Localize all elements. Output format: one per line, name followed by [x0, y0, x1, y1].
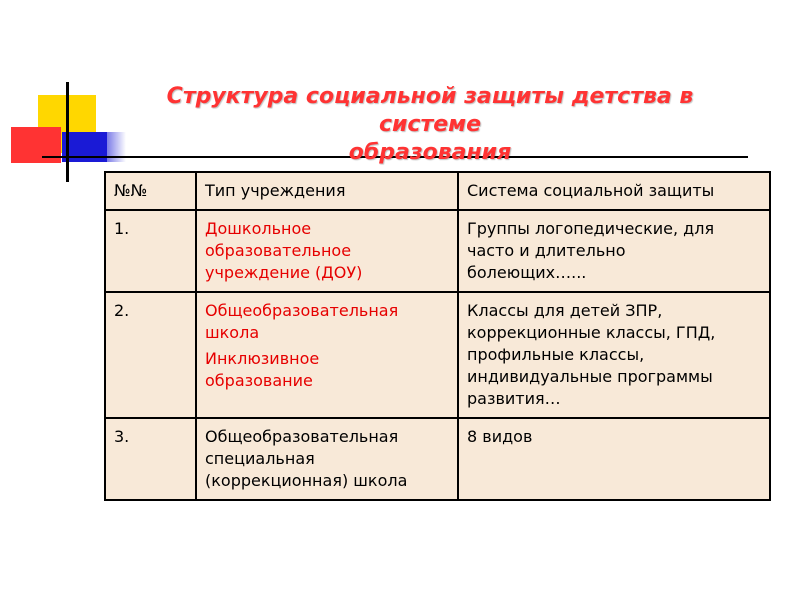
cell-text-line: развития… — [467, 389, 561, 408]
table-row — [105, 418, 770, 500]
cell-text-line: Классы для детей ЗПР, — [467, 301, 663, 320]
cell-text-line: Инклюзивное — [205, 349, 320, 368]
cell-text-line: индивидуальные программы — [467, 367, 713, 386]
cell-text-line: школа — [205, 323, 260, 342]
institution-type-cell — [196, 292, 458, 418]
table-row — [105, 210, 770, 292]
cell-text-line: Общеобразовательная — [205, 427, 399, 446]
table-header-row — [105, 172, 770, 210]
protection-system-cell — [458, 210, 770, 292]
cell-text-line: коррекционные классы, ГПД, — [467, 323, 716, 342]
institution-type-cell — [196, 418, 458, 500]
header-institution-type: Тип учреждения — [196, 172, 458, 210]
cell-text-line: часто и длительно — [467, 241, 626, 260]
cell-text-line: образовательное — [205, 241, 352, 260]
cell-text-line: образование — [205, 371, 313, 390]
protection-system-cell — [458, 418, 770, 500]
row-number: 3. — [105, 418, 196, 500]
cell-text-line: Общеобразовательная — [205, 301, 399, 320]
protection-system-cell — [458, 292, 770, 418]
row-number: 1. — [105, 210, 196, 292]
cell-text-line: учреждение (ДОУ) — [205, 263, 363, 282]
social-protection-table — [104, 171, 771, 501]
header-number: №№ — [105, 172, 196, 210]
slide-title — [120, 83, 740, 167]
decor-vertical-line — [66, 82, 69, 182]
table-row — [105, 292, 770, 418]
cell-text-line: Дошкольное — [205, 219, 312, 238]
cell-text-line: болеющих…... — [467, 263, 587, 282]
header-protection-system: Система социальной защиты — [458, 172, 770, 210]
cell-text-line: специальная — [205, 449, 315, 468]
slide-title-line-1: Структура социальной защиты детства в системе — [166, 84, 694, 137]
cell-text-line: профильные классы, — [467, 345, 645, 364]
row-number: 2. — [105, 292, 196, 418]
institution-type-cell — [196, 210, 458, 292]
cell-text-line: 8 видов — [467, 427, 533, 446]
slide-title-line-2: образования — [348, 140, 512, 165]
cell-text-line: (коррекционная) школа — [205, 471, 408, 490]
cell-text-line: Группы логопедические, для — [467, 219, 715, 238]
